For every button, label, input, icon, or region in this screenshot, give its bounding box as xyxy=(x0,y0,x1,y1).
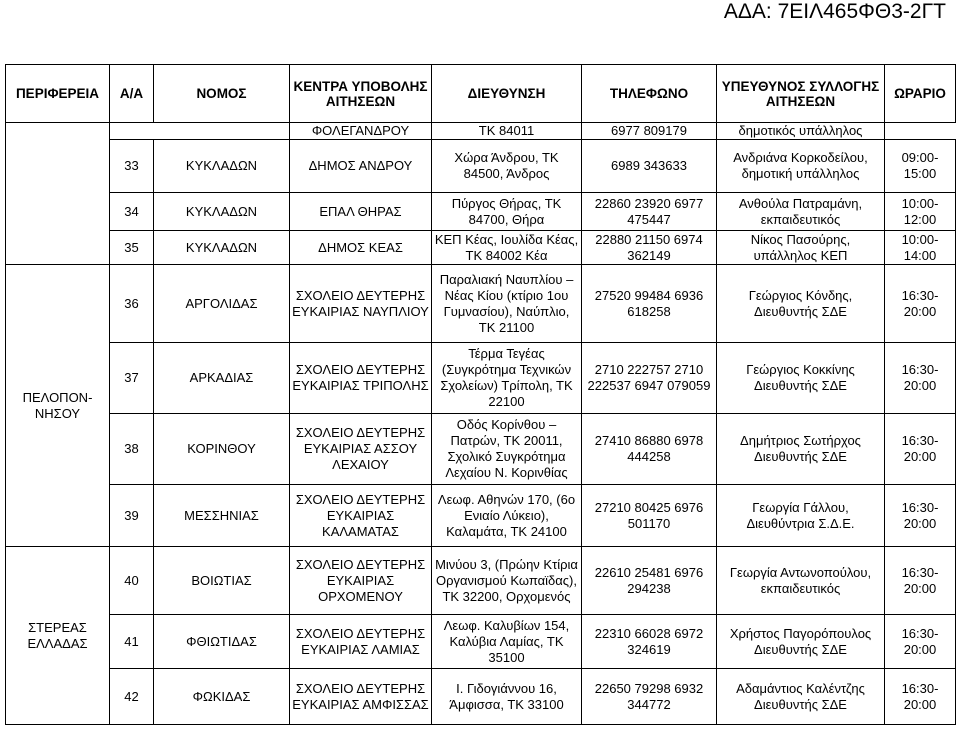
cell-center: ΣΧΟΛΕΙΟ ΔΕΥΤΕΡΗΣ ΕΥΚΑΙΡΙΑΣ ΝΑΥΠΛΙΟΥ xyxy=(290,265,432,343)
cell-hours: 16:30-20:00 xyxy=(885,414,956,485)
cell-address: Λεωφ. Αθηνών 170, (6ο Ενιαίο Λύκειο), Καλαμάτα, ΤΚ 24100 xyxy=(432,485,582,547)
cont-responsible: δημοτικός υπάλληλος xyxy=(717,123,885,140)
cell-address: Ι. Γιδογιάννου 16, Άμφισσα, ΤΚ 33100 xyxy=(432,669,582,725)
table-row xyxy=(6,265,956,343)
header-address: ΔΙΕΥΘΥΝΣΗ xyxy=(432,65,582,123)
cell-address: Τέρμα Τεγέας (Συγκρότημα Τεχνικών Σχολείων) Τρίπολη, ΤΚ 22100 xyxy=(432,343,582,414)
cell-address: Οδός Κορίνθου – Πατρών, ΤΚ 20011, Σχολικό Συγκρότημα Λεχαίου Ν. Κορινθίας xyxy=(432,414,582,485)
cell-responsible: Ανθούλα Πατραμάνη, εκπαιδευτικός xyxy=(717,193,885,231)
cell-address: ΚΕΠ Κέας, Ιουλίδα Κέας, ΤΚ 84002 Κέα xyxy=(432,231,582,265)
cell-aa: 33 xyxy=(110,140,154,193)
cell-address: Πύργος Θήρας, ΤΚ 84700, Θήρα xyxy=(432,193,582,231)
cell-phone: 22610 25481 6976 294238 xyxy=(582,547,717,615)
cell-phone: 2710 222757 2710 222537 6947 079059 xyxy=(582,343,717,414)
cell-phone: 22860 23920 6977 475447 xyxy=(582,193,717,231)
cell-center: ΣΧΟΛΕΙΟ ΔΕΥΤΕΡΗΣ ΕΥΚΑΙΡΙΑΣ ΑΣΣΟΥ ΛΕΧΑΙΟΥ xyxy=(290,414,432,485)
applications-centers-table xyxy=(5,64,956,725)
table-row xyxy=(6,231,956,265)
header-center: ΚΕΝΤΡΑ ΥΠΟΒΟΛΗΣ ΑΙΤΗΣΕΩΝ xyxy=(290,65,432,123)
header-region: ΠΕΡΙΦΕΡΕΙΑ xyxy=(6,65,110,123)
cell-nomos: ΑΡΚΑΔΙΑΣ xyxy=(154,343,290,414)
cont-address: ΤΚ 84011 xyxy=(432,123,582,140)
cell-nomos: ΚΥΚΛΑΔΩΝ xyxy=(154,193,290,231)
cell-nomos: ΚΟΡΙΝΘΟΥ xyxy=(154,414,290,485)
table-row xyxy=(6,140,956,193)
cell-nomos: ΒΟΙΩΤΙΑΣ xyxy=(154,547,290,615)
table-row xyxy=(6,669,956,725)
cell-address: Λεωφ. Καλυβίων 154, Καλύβια Λαμίας, ΤΚ 35100 xyxy=(432,615,582,669)
cell-center: ΣΧΟΛΕΙΟ ΔΕΥΤΕΡΗΣ ΕΥΚΑΙΡΙΑΣ ΤΡΙΠΟΛΗΣ xyxy=(290,343,432,414)
cell-responsible: Χρήστος Παγορόπουλος Διευθυντής ΣΔΕ xyxy=(717,615,885,669)
cell-nomos: ΦΘΙΩΤΙΔΑΣ xyxy=(154,615,290,669)
cell-aa: 42 xyxy=(110,669,154,725)
cell-hours: 16:30-20:00 xyxy=(885,669,956,725)
cell-nomos: ΜΕΣΣΗΝΙΑΣ xyxy=(154,485,290,547)
cell-responsible: Νίκος Πασούρης, υπάλληλος ΚΕΠ xyxy=(717,231,885,265)
cell-hours: 16:30-20:00 xyxy=(885,615,956,669)
cell-aa: 37 xyxy=(110,343,154,414)
cell-responsible: Δημήτριος Σωτήρχος Διευθυντής ΣΔΕ xyxy=(717,414,885,485)
cell-hours: 09:00-15:00 xyxy=(885,140,956,193)
cell-center: ΣΧΟΛΕΙΟ ΔΕΥΤΕΡΗΣ ΕΥΚΑΙΡΙΑΣ ΑΜΦΙΣΣΑΣ xyxy=(290,669,432,725)
header-aa: Α/Α xyxy=(110,65,154,123)
cell-hours: 10:00-12:00 xyxy=(885,193,956,231)
cell-phone: 22880 21150 6974 362149 xyxy=(582,231,717,265)
cell-hours: 10:00-14:00 xyxy=(885,231,956,265)
cell-aa: 38 xyxy=(110,414,154,485)
cell-nomos: ΦΩΚΙΔΑΣ xyxy=(154,669,290,725)
cell-nomos: ΑΡΓΟΛΙΔΑΣ xyxy=(154,265,290,343)
cell-responsible: Γεώργιος Κοκκίνης Διευθυντής ΣΔΕ xyxy=(717,343,885,414)
header-hours: ΩΡΑΡΙΟ xyxy=(885,65,956,123)
cell-phone: 27520 99484 6936 618258 xyxy=(582,265,717,343)
cell-responsible: Γεώργιος Κόνδης, Διευθυντής ΣΔΕ xyxy=(717,265,885,343)
cell-aa: 41 xyxy=(110,615,154,669)
table-row xyxy=(6,414,956,485)
cell-nomos: ΚΥΚΛΑΔΩΝ xyxy=(154,231,290,265)
cell-nomos: ΚΥΚΛΑΔΩΝ xyxy=(154,140,290,193)
cont-phone: 6977 809179 xyxy=(582,123,717,140)
cell-hours: 16:30-20:00 xyxy=(885,265,956,343)
cell-center: ΕΠΑΛ ΘΗΡΑΣ xyxy=(290,193,432,231)
table-row xyxy=(6,485,956,547)
header-nomos: ΝΟΜΟΣ xyxy=(154,65,290,123)
cell-responsible: Γεωργία Γάλλου, Διευθύντρια Σ.Δ.Ε. xyxy=(717,485,885,547)
cell-phone: 22650 79298 6932 344772 xyxy=(582,669,717,725)
document-id: ΑΔΑ: 7ΕΙΛ465ΦΘ3-2ΓΤ xyxy=(723,0,946,23)
cell-phone: 6989 343633 xyxy=(582,140,717,193)
header-responsible: ΥΠΕΥΘΥΝΟΣ ΣΥΛΛΟΓΗΣ ΑΙΤΗΣΕΩΝ xyxy=(717,65,885,123)
cont-center: ΦΟΛΕΓΑΝΔΡΟΥ xyxy=(290,123,432,140)
cell-address: Παραλιακή Ναυπλίου – Νέας Κίου (κτίριο 1ου Γυμνασίου), Ναύπλιο, ΤΚ 21100 xyxy=(432,265,582,343)
cell-center: ΔΗΜΟΣ ΑΝΔΡΟΥ xyxy=(290,140,432,193)
header-phone: ΤΗΛΕΦΩΝΟ xyxy=(582,65,717,123)
cell-aa: 39 xyxy=(110,485,154,547)
cell-center: ΣΧΟΛΕΙΟ ΔΕΥΤΕΡΗΣ ΕΥΚΑΙΡΙΑΣ ΟΡΧΟΜΕΝΟΥ xyxy=(290,547,432,615)
region-sterea: ΣΤΕΡΕΑΣ ΕΛΛΑΔΑΣ xyxy=(6,547,110,725)
table-row xyxy=(6,193,956,231)
cell-responsible: Αδαμάντιος Καλέντζης Διευθυντής ΣΔΕ xyxy=(717,669,885,725)
cell-center: ΣΧΟΛΕΙΟ ΔΕΥΤΕΡΗΣ ΕΥΚΑΙΡΙΑΣ ΛΑΜΙΑΣ xyxy=(290,615,432,669)
continuation-row xyxy=(6,123,956,140)
cell-address: Μινύου 3, (Πρώην Κτίρια Οργανισμού Κωπαϊδας), ΤΚ 32200, Ορχομενός xyxy=(432,547,582,615)
cell-aa: 36 xyxy=(110,265,154,343)
cell-hours: 16:30-20:00 xyxy=(885,547,956,615)
cell-center: ΣΧΟΛΕΙΟ ΔΕΥΤΕΡΗΣ ΕΥΚΑΙΡΙΑΣ ΚΑΛΑΜΑΤΑΣ xyxy=(290,485,432,547)
region-peloponnisos: ΠΕΛΟΠΟΝ-ΝΗΣΟΥ xyxy=(6,265,110,547)
cell-phone: 27410 86880 6978 444258 xyxy=(582,414,717,485)
cell-responsible: Ανδριάνα Κορκοδείλου, δημοτική υπάλληλος xyxy=(717,140,885,193)
header-row xyxy=(6,65,956,123)
cell-aa: 35 xyxy=(110,231,154,265)
table-row xyxy=(6,547,956,615)
table-row xyxy=(6,343,956,414)
cell-responsible: Γεωργία Αντωνοπούλου, εκπαιδευτικός xyxy=(717,547,885,615)
cell-address: Χώρα Άνδρου, ΤΚ 84500, Άνδρος xyxy=(432,140,582,193)
cell-hours: 16:30-20:00 xyxy=(885,485,956,547)
cell-phone: 27210 80425 6976 501170 xyxy=(582,485,717,547)
cell-hours: 16:30-20:00 xyxy=(885,343,956,414)
cell-aa: 34 xyxy=(110,193,154,231)
table-row xyxy=(6,615,956,669)
cell-phone: 22310 66028 6972 324619 xyxy=(582,615,717,669)
cell-aa: 40 xyxy=(110,547,154,615)
cell-center: ΔΗΜΟΣ ΚΕΑΣ xyxy=(290,231,432,265)
